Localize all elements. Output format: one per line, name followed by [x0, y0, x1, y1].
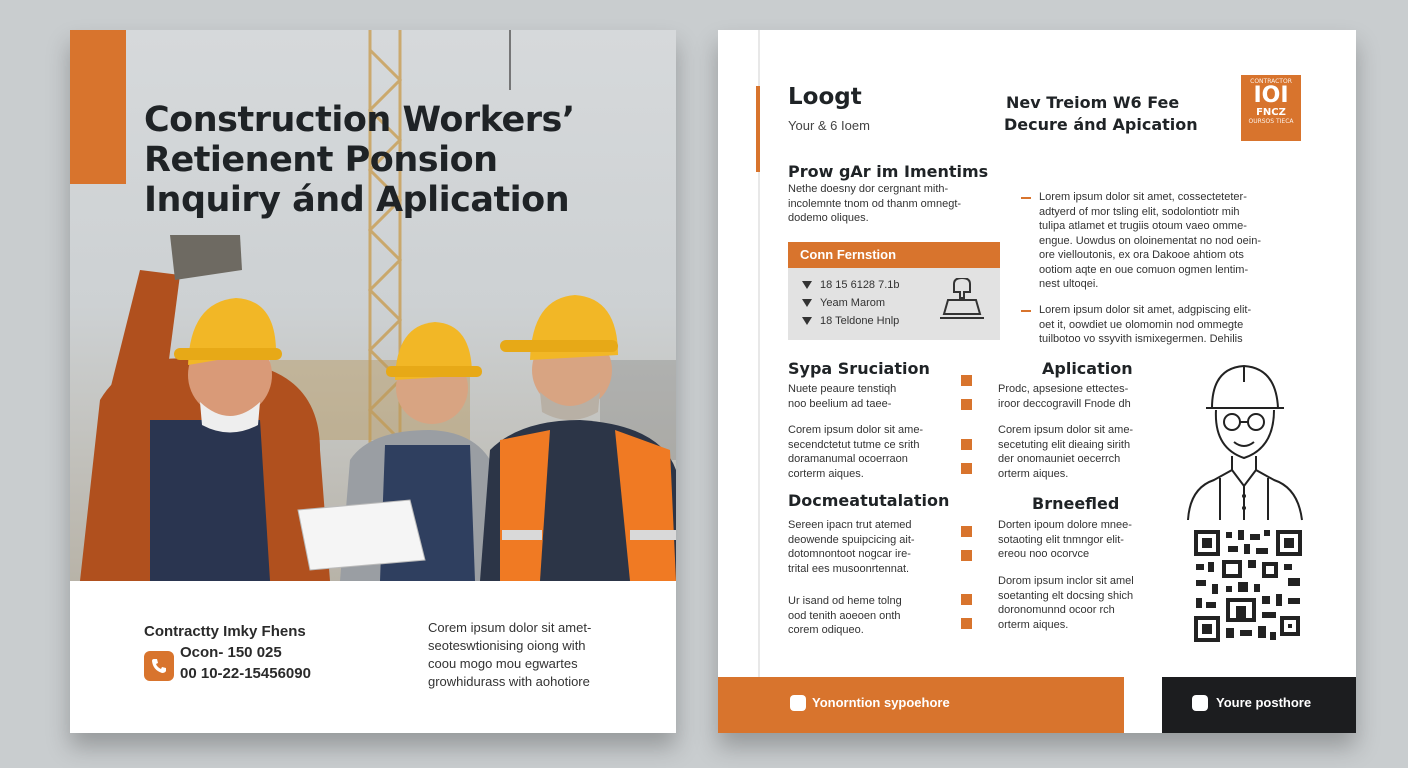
square-bullet-icon [961, 594, 972, 605]
orange-accent-bar [756, 86, 760, 172]
dash-bullet-icon [1021, 197, 1031, 199]
right-flyer-page [718, 30, 1356, 733]
info-box-heading: Conn Fernstion [788, 242, 1000, 268]
document-title: Nev Treiom W6 Fee Decure ánd Apication [1004, 93, 1198, 134]
phone-icon [144, 651, 174, 681]
logo-subtitle: Your & 6 Ioem [788, 118, 870, 133]
worker-left [80, 235, 330, 581]
worker-portrait-icon [1184, 362, 1306, 522]
workers-photo [70, 30, 676, 581]
info-row: 18 15 6128 7.1b [802, 279, 900, 291]
square-bullet-icon [961, 439, 972, 450]
worker-right [480, 295, 676, 581]
square-bullet-icon [961, 526, 972, 537]
info-box [788, 242, 1000, 340]
left-flyer-page [70, 30, 676, 733]
flyer-headline: Construction Workers’ Retienent Ponsion Inquiry ánd Aplication [144, 100, 575, 220]
footer-right-label[interactable]: Youre posthore [1216, 695, 1312, 710]
chat-icon [790, 695, 806, 711]
phone-secondary[interactable]: 00 10-22-15456090 [180, 665, 311, 682]
documentation-heading: Docmeatutalation [788, 491, 950, 510]
phone-primary[interactable]: Ocon- 150 025 [180, 644, 282, 661]
documentation-paragraph-1: Sereen ipacn trut atemed deowende spuipcicing ait- dotomnontoot nogcar ire- trital ees musoonrtennat. [788, 519, 915, 575]
right-paragraph-2: Lorem ipsum dolor sit amet, adgpiscing elit- oet it, oowdiet ue olomomin nod ommegte tuilbotoo vo ssyvith ismixegermen. Dehilis [1039, 304, 1252, 345]
triangle-bullet-icon [802, 299, 812, 307]
intro-paragraph: Nethe doesny dor cergnant mith- incolemnte tnom od thanm omnegt- dodemo oliques. [788, 183, 962, 224]
triangle-bullet-icon [802, 281, 812, 289]
footer-dark-bar [1162, 677, 1356, 733]
left-contact-footer [70, 581, 676, 733]
contact-paragraph: Corem ipsum dolor sit amet- seoteswtionising oiong with coou mogo mou egwartes growhidurass with aohotiore [428, 620, 592, 689]
contact-title: Contractty Imky Fhens [144, 623, 306, 640]
supervision-heading: Sypa Sruciation [788, 359, 930, 378]
phone-icon [1192, 695, 1208, 711]
scale-icon [940, 278, 984, 324]
info-row: Yeam Marom [802, 297, 885, 309]
orange-accent-tab [70, 30, 126, 184]
square-bullet-icon [961, 463, 972, 474]
supervision-paragraph-2: Corem ipsum dolor sit ame- secendctetut tutme ce srith doramanumal ocoerraon corterm aiques. [788, 424, 924, 480]
square-bullet-icon [961, 375, 972, 386]
application-heading: Aplication [1042, 359, 1133, 378]
triangle-bullet-icon [802, 317, 812, 325]
benefits-heading: Brneefled [1032, 494, 1120, 513]
footer-orange-bar [718, 677, 1124, 733]
dash-bullet-icon [1021, 310, 1031, 312]
supervision-paragraph-1: Nuete peaure tenstiqh noo beelium ad taee- [788, 383, 897, 410]
application-paragraph-1: Prodc, apsesione ettectes- iroor deccogravill Fnode dh [998, 383, 1131, 410]
right-paragraph-1: Lorem ipsum dolor sit amet, cossecteteter- adtyerd of mor tsling elit, sodolontiotr mih tulipa atlamet et trugiis otoum vaeo omme- engue. Uowdus on oloinementat no nod oein- ore vielloutonis, ex ora Dakooe ahtiom ots ootiom aqte en oue comuon ogmen lentim- nest ultoqei. [1039, 191, 1261, 290]
documentation-paragraph-2: Ur isand od heme tolng ood tenith aoeoen onth corem odiqueo. [788, 595, 902, 636]
qr-code[interactable] [1192, 528, 1304, 644]
logo-title: Loogt [788, 84, 862, 110]
benefits-paragraph-2: Dorom ipsum inclor sit amel soetanting elt docsing shich doronomunnd ocoor rch orterm aiques. [998, 575, 1134, 631]
square-bullet-icon [961, 399, 972, 410]
benefits-paragraph-1: Dorten ipoum dolore mnee- sotaoting elit tnmngor elit- ereou noo ocorvce [998, 519, 1132, 560]
info-row: 18 Teldone Hnlp [802, 315, 899, 327]
square-bullet-icon [961, 618, 972, 629]
stamp-logo: CONTRACTOR IOI FNCZ OURSOS TIECA [1241, 75, 1301, 141]
application-paragraph-2: Corem ipsum dolor sit ame- secetuting elit dieaing sirith der onomauniet oecerrch orterm aiques. [998, 424, 1134, 480]
footer-left-label[interactable]: Yonorntion sypoehore [812, 695, 950, 710]
intro-heading: Prow gAr im Imentims [788, 162, 989, 181]
square-bullet-icon [961, 550, 972, 561]
